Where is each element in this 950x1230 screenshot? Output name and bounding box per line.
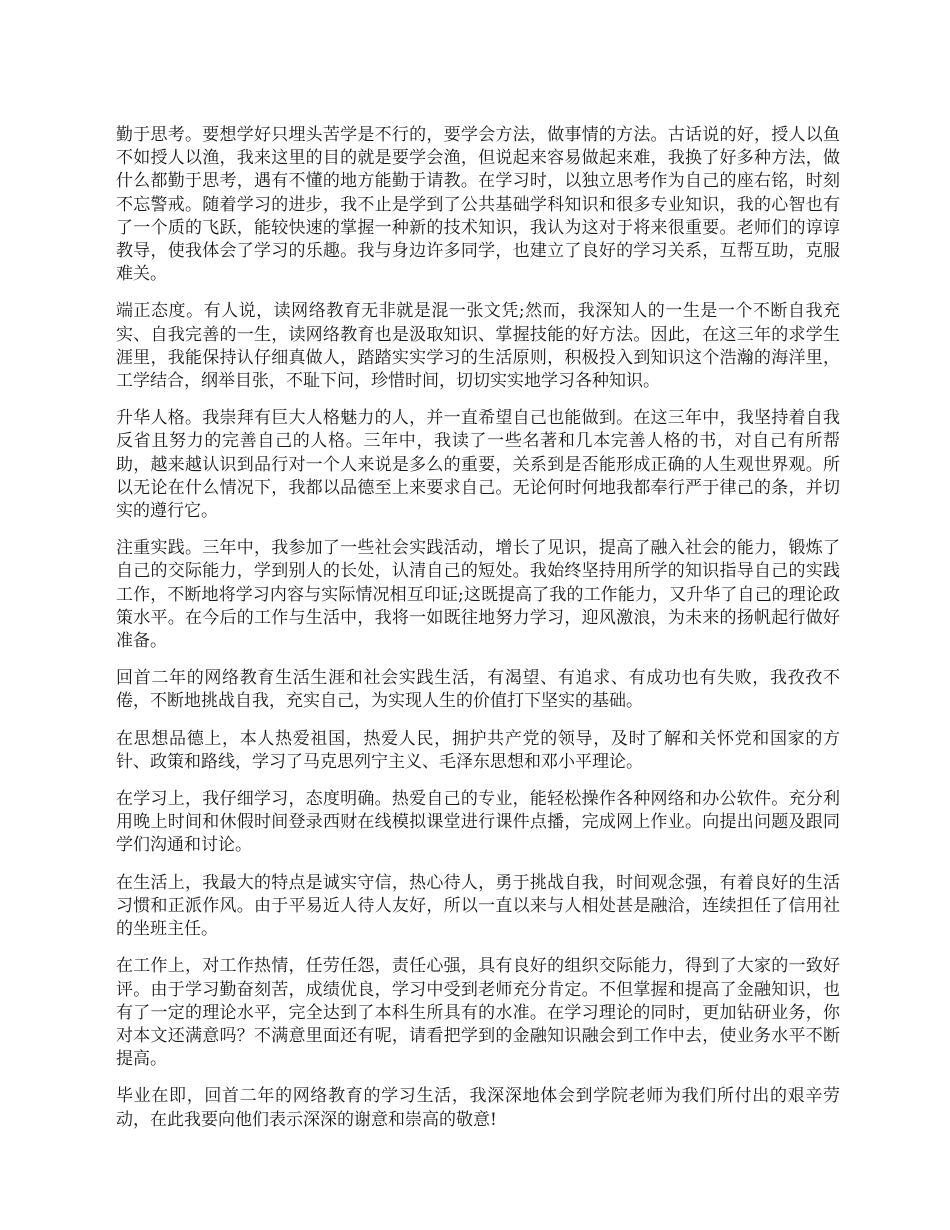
document-body <box>116 124 840 1146</box>
paragraph-correct-attitude: 端正态度。有人说，读网络教育无非就是混一张文凭;然而，我深知人的一生是一个不断自我充实、自我完善的一生，读网络教育也是汲取知识、掌握技能的好方法。因此，在这三年的求学生涯里，我能保持认仔细真做人，踏踏实实学习的生活原则，积极投入到知识这个浩瀚的海洋里，工学结合，纲举目张，不耻下问，珍惜时间，切切实实地学习各种知识。 <box>116 301 840 392</box>
paragraph-graduation: 毕业在即，回首二年的网络教育的学习生活，我深深地体会到学院老师为我们所付出的艰辛劳动，在此我要向他们表示深深的谢意和崇高的敬意! <box>116 1086 840 1130</box>
paragraph-life: 在生活上，我最大的特点是诚实守信，热心待人，勇于挑战自我，时间观念强，有着良好的生活习惯和正派作风。由于平易近人待人友好，所以一直以来与人相处甚是融洽，连续担任了信用社的坐班主任。 <box>116 872 840 940</box>
paragraph-character: 升华人格。我崇拜有巨大人格魅力的人，并一直希望自己也能做到。在这三年中，我坚持着自我反省且努力的完善自己的人格。三年中，我读了一些名著和几本完善人格的书，对自己有所帮助，越来越认识到品行对一个人来说是多么的重要，关系到是否能形成正确的人生观世界观。所以无论在什么情况下，我都以品德至上来要求自己。无论何时何地我都奉行严于律己的条，并切实的遵行它。 <box>116 408 840 522</box>
paragraph-work: 在工作上，对工作热情，任劳任怨，责任心强，具有良好的组织交际能力，得到了大家的一致好评。由于学习勤奋刻苦，成绩优良，学习中受到老师充分肯定。不但掌握和提高了金融知识，也有了一定的理论水平，完全达到了本科生所具有的水准。在学习理论的同时，更加钻研业务，你对本文还满意吗？不满意里面还有呢，请看把学到的金融知识融会到工作中去，使业务水平不断提高。 <box>116 956 840 1070</box>
paragraph-study: 在学习上，我仔细学习，态度明确。热爱自己的专业，能轻松操作各种网络和办公软件。充分利用晚上时间和休假时间登录西财在线模拟课堂进行课件点播，完成网上作业。向提出问题及跟同学们沟通和讨论。 <box>116 789 840 856</box>
paragraph-diligent-thinking: 勤于思考。要想学好只埋头苦学是不行的，要学会方法，做事情的方法。古话说的好，授人以鱼不如授人以渔，我来这里的目的就是要学会渔，但说起来容易做起来难，我换了好多种方法，做什么都勤于思考，遇有不懂的地方能勤于请教。在学习时，以独立思考作为自己的座右铭，时刻不忘警戒。随着学习的进步，我不止是学到了公共基础学科知识和很多专业知识，我的心智也有了一个质的飞跃，能较快速的掌握一种新的技术知识，我认为这对于将来很重要。老师们的谆谆教导，使我体会了学习的乐趣。我与身边许多同学，也建立了良好的学习关系，互帮互助，克服难关。 <box>116 125 840 285</box>
paragraph-practice: 注重实践。三年中，我参加了一些社会实践活动，增长了见识，提高了融入社会的能力，锻炼了自己的交际能力，学到别人的长处，认清自己的短处。我始终坚持用所学的知识指导自己的实践工作，不断地将学习内容与实际情况相互印证;这既提高了我的工作能力，又升华了自己的理论政策水平。在今后的工作与生活中，我将一如既往地努力学习，迎风激浪，为未来的扬帆起行做好准备。 <box>116 538 840 652</box>
paragraph-ideology: 在思想品德上，本人热爱祖国，热爱人民，拥护共产党的领导，及时了解和关怀党和国家的方针、政策和路线，学习了马克思列宁主义、毛泽东思想和邓小平理论。 <box>116 728 840 772</box>
paragraph-review: 回首二年的网络教育生活生涯和社会实践生活，有渴望、有追求、有成功也有失败，我孜孜不倦，不断地挑战自我，充实自己，为实现人生的价值打下坚实的基础。 <box>116 668 840 712</box>
